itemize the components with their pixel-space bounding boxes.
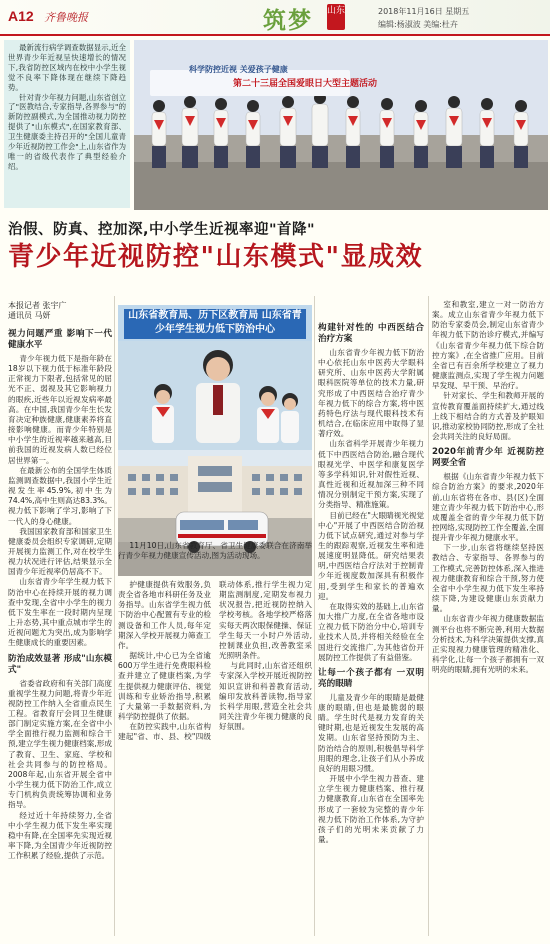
body-paragraph: 根据《山东省青少年视力低下综合防治方案》的要求,2020年前,山东省将在各市、县(区)全面建立青少年视力低下防治中心,形成覆盖全省的青少年视力低下防控网络,实现防控工作全覆盖,全面提升青少年视力健康水平。 bbox=[432, 472, 544, 543]
body-paragraph: 儿童及青少年的眼睛是最健康的眼睛,但也是最脆弱的眼睛。学生时代是视力发育的关键时期,也是近视发生发展的高发期。山东省坚持预防为主、防治结合的原则,积极倡导科学用眼的理念,让孩子们从小养成良好的用眼习惯。 bbox=[318, 692, 424, 773]
middle-photo-scene bbox=[118, 305, 312, 450]
event-banner-title: 第二十三届全国爱眼日大型主题活动 bbox=[233, 79, 378, 89]
article-kicker: 治假、防真、控加深,中小学生近视率迎"首降" bbox=[8, 222, 316, 238]
paper-name: 齐鲁晚报 bbox=[44, 11, 88, 24]
body-paragraph: 在取得实效的基础上,山东省加大推广力度,在全省各地市设立视力低下防治分中心,培训专业技术人员,并将相关经验在全国进行交流推广,为其他省份开展防控工作提供了有益借鉴。 bbox=[318, 601, 424, 662]
body-paragraph: 山东省青少年学生视力低下防治中心在持续开展的视力调查中发现,全省中小学生的视力低下发生率在一段时期内呈现上升态势,其中重点城市学生的近视问题尤为突出,成为影响学生健康成长的重要因素。 bbox=[8, 577, 112, 648]
article-column-1 bbox=[8, 324, 112, 936]
middle-photo-banner: 山东省教育局、历下区教育局 山东省青少年学生视力低下防治中心 bbox=[124, 309, 306, 339]
byline-reporter: 本报记者 张宇广 bbox=[8, 301, 67, 310]
body-paragraph: 护健康提供有效服务,负责全省各地市科研任务及业务指导。山东省学生视力低下防治中心配置有专业的检测设备和工作人员,每年定期深入学校开展视力筛查工作。 bbox=[118, 580, 211, 650]
body-paragraph: 针对家长、学生和教师开展的宣传教育覆盖面持续扩大,通过线上线下相结合的方式普及护眼知识,推动家校协同防控,形成了全社会共同关注的良好局面。 bbox=[432, 391, 544, 442]
article-column-2 bbox=[118, 580, 312, 936]
body-paragraph: 与此同时,山东省还组织专家深入学校开展近视防控知识宣讲和科普教育活动,编印发放科普读物,指导家长科学用眼,营造全社会共同关注青少年视力健康的良好氛围。 bbox=[219, 661, 312, 732]
byline-correspondent: 通讯员 马妍 bbox=[8, 311, 51, 320]
body-paragraph: 省委省政府和有关部门高度重视学生视力问题,将青少年近视防控工作纳入全省重点民生工程。省教育厅会同卫生健康部门制定实施方案,在全省中小学全面推行视力监测和综合干预,建立学生视力健康档案,形成了教育、卫生、家庭、学校和社会共同参与的防控格局。2008年起,山东省开展全省中小学生视力低下防治工作,成立专门机构负责统筹协调和业务指导。 bbox=[8, 678, 112, 810]
page-header bbox=[0, 0, 550, 34]
body-paragraph: 山东省青少年视力健康数据监测平台也将不断完善,利用大数据分析技术,为科学决策提供支撑,真正实现视力健康管理的精准化、科学化,让每一个孩子都拥有一双明亮的眼睛,拥有光明的未来。 bbox=[432, 614, 544, 675]
section-subheading: 视力问题严重 影响下一代健康水平 bbox=[8, 329, 112, 350]
caption-text: 11月10日,山东省教育厅、省卫生健康委联合在济南举行青少年视力健康宣传活动,图为活动现场。 bbox=[118, 541, 312, 561]
article-column-3 bbox=[318, 318, 424, 936]
body-paragraph: 室和教室,建立一对一防治方案。成立山东省青少年视力低下防治专家委员会,制定山东省青少年视力低下防治诊疗模式,并编写《山东省青少年视力低下综合防控方案》,在全省推广应用。目前全省已有百余所学校建立了视力健康监测点,实现了学生视力问题早发现、早干预、早治疗。 bbox=[432, 300, 544, 391]
column-divider bbox=[314, 296, 315, 936]
photo-caption bbox=[118, 541, 312, 577]
section-subheading: 构建针对性的 中西医结合治疗方案 bbox=[318, 323, 424, 344]
column-divider bbox=[428, 296, 429, 936]
body-paragraph: 下一步,山东省将继续坚持医教结合、专家指导、各界参与的工作模式,完善防控体系,深入推进视力健康教育和综合干预,努力使全省中小学生视力低下发生率持续下降,为建设健康山东贡献力量。 bbox=[432, 543, 544, 614]
issue-date: 2018年11月16日 星期五 bbox=[378, 7, 470, 16]
body-paragraph: 在防控实践中,山东省构建起"省、市、县、校"四级联动体系,推行学生视力定期监测制度,定期发布视力状况报告,把近视防控纳入学校考核。各地学校严格落实每天两次眼保健操、保证学生每天一小时户外活动,控制课业负担,改善教室采光照明条件。 bbox=[118, 580, 312, 742]
intro-paragraph: 针对青少年视力问题,山东省创立了"医教结合,专家指导,各界参与"的新防控副模式,为全国推动视力防控提供了"山东模式",在国家教育部、卫生健康委主持召开的"全国儿童青少年近视防控工作会"上,山东省作为唯一的省级代表作了典型经验介绍。 bbox=[8, 92, 126, 171]
section-subheading: 防治成效显著 形成"山东模式" bbox=[8, 653, 112, 675]
section-masthead: 筑梦 bbox=[263, 7, 313, 34]
body-paragraph: 我国国家教育部和国家卫生健康委员会组织专家调研,定期开展视力监测工作,对在校学生视力状况进行评估,结果显示全国青少年近视率仍居高不下。 bbox=[8, 526, 112, 577]
body-paragraph: 在最新公布的全国学生体质监测调查数据中,我国小学生近视发生率45.9%,初中生为74.4%,高中生则高达83.3%。视力低下影响了学习,影响了下一代人的身心健康。 bbox=[8, 465, 112, 526]
body-paragraph: 据统计,中心已为全省逾600万学生进行免费眼科检查并建立了健康档案,为学生提供视力健康评估、视觉训练和专业矫治指导,积累了大量第一手数据资料,为科学防控提供了依据。 bbox=[118, 651, 211, 722]
body-paragraph: 开展中小学生视力普查、建立学生视力健康档案、推行视力健康教育,山东省在全国率先形成了一套较为完整的青少年视力低下防治工作体系,为守护孩子们的光明未来贡献了力量。 bbox=[318, 774, 424, 845]
section-subheading: 让每一个孩子都有 一双明亮的眼睛 bbox=[318, 667, 424, 689]
intro-paragraph: 最新流行病学调查数据显示,近全世界青少年近视呈快速增长的情况下,我省防控区域内在校中小学生视觉不良率下降体现在继续下降趋势。 bbox=[8, 43, 126, 92]
editors-line: 编辑:杨淑波 美编:杜卉 bbox=[378, 20, 458, 29]
intro-box bbox=[4, 40, 130, 208]
header-rule bbox=[0, 34, 550, 36]
body-paragraph: 经过近十年持续努力,全省中小学生视力低下发生率实现稳中有降,在全国率先实现近视率下降,为全国青少年近视防控工作积累了经验,提供了示范。 bbox=[8, 810, 112, 861]
masthead-badge: 山东 bbox=[327, 4, 345, 30]
article-column-4 bbox=[432, 300, 544, 936]
article-headline: 青少年近视防控"山东模式"显成效 bbox=[8, 242, 424, 272]
body-paragraph: 山东省科学开展青少年视力低下中西医结合防治,融合现代眼视光学、中医学和康复医学等多学科知识,针对假性近视、真性近视和近视加深三种不同情况分别制定干预方案,实现了分类指导、精准施策。 bbox=[318, 439, 424, 510]
body-paragraph: 目前已经在"大眼睛视光视觉中心"开展了中西医结合防治视力低下试点研究,通过对参与学生的跟踪观察,近视发生率和进展速度明显降低。研究结果表明,中西医结合疗法对于控制青少年近视度数加深具有积极作用,受到学生和家长的普遍欢迎。 bbox=[318, 510, 424, 601]
column-divider bbox=[114, 296, 115, 936]
body-paragraph: 青少年视力低下是指年龄在18岁以下视力低于标准年龄段正常视力下限者,包括常见的屈光不正、弱视及其它影响视力的眼疾,近些年以近视发病率最高。在中国,我国青少年生长发育决定种族健康,健康素养将直接影响健康。而青少年特别是中小学生的近视率越来越高,目前我国的近视发病人数已经位居世界第一。 bbox=[8, 354, 112, 465]
event-banner-slogan: 科学防控近视 关爱孩子健康 bbox=[189, 65, 288, 74]
page-number: A12 bbox=[8, 8, 34, 24]
section-subheading: 2020年前青少年 近视防控网要全省 bbox=[432, 447, 544, 469]
body-paragraph: 山东省青少年视力低下防治中心依托山东中医药大学眼科研究所、山东中医药大学附属眼科医院等单位的技术力量,研究形成了中西医结合治疗青少年视力低下的综合方案,将中医药特色疗法与现代眼科技术有机结合,在临床应用中取得了显著疗效。 bbox=[318, 348, 424, 439]
